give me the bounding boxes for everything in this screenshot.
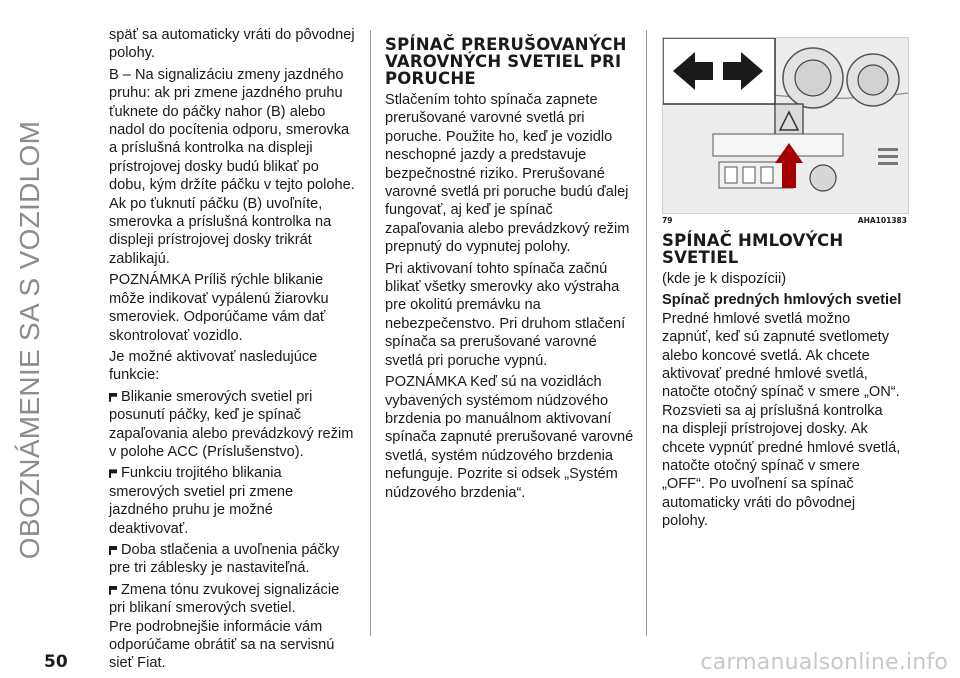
bullet-icon (109, 546, 117, 555)
bullet-icon (109, 393, 117, 402)
bullet-item: Blikanie smerových svetiel pri posunutí páčky, keď je spínač zapaľovania alebo prevádzkový režim v polohe ACC (Príslušenstvo). (109, 388, 354, 460)
figure-code: AHA101383 (857, 216, 907, 225)
bullet-icon (109, 469, 117, 478)
column-right (662, 232, 902, 534)
paragraph: Pre podrobnejšie informácie vám odporúčame obrátiť sa na servisnú sieť Fiat. (109, 618, 335, 672)
paragraph: (kde je k dispozícii) (662, 271, 787, 287)
subsection-heading: Spínač predných hmlových svetiel (662, 292, 902, 309)
section-heading: SPÍNAČ HMLOVÝCH SVETIEL (662, 231, 844, 267)
hazard-switch-figure (662, 37, 909, 214)
figure-number: 79 (662, 216, 673, 225)
dashboard-illustration (663, 38, 908, 213)
bullet-item: Zmena tónu zvukovej signalizácie pri blikaní smerových svetiel. (109, 581, 340, 617)
bullet-item: Doba stlačenia a uvoľnenia páčky pre tri záblesky je nastaviteľná. (109, 541, 340, 577)
note-paragraph: POZNÁMKA Keď sú na vozidlách vybavených systémom núdzového brzdenia po manuálnom aktivovaní spínača zapnuté prerušované varovné svetlá, systém núdzového brzdenia nefunguje. Pozrite si odsek „Systém núdzového brzdenia“. (385, 374, 634, 501)
column-divider (370, 30, 371, 636)
chapter-side-title: OBOZNÁMENIE SA S VOZIDLOM (14, 120, 45, 560)
column-middle (385, 36, 635, 505)
column-divider (646, 30, 647, 636)
bullet-item: Funkciu trojitého blikania smerových svetiel pri zmene jazdného pruhu je možné deaktivovať. (109, 465, 294, 537)
figure-caption (662, 216, 907, 225)
paragraph: Predné hmlové svetlá možno zapnúť, keď sú zapnuté svetlomety alebo koncové svetlá. Ak chcete aktivovať predné hmlové svetlá, natočte otočný spínač v smere „ON“. Rozsvieti sa aj príslušná kontrolka na displeji prístrojovej dosky. Ak chcete vypnúť predné hmlové svetlá, natočte otočný spínač v smere „OFF“. Po uvoľnení sa spínač automaticky vráti do pôvodnej polohy. (662, 310, 901, 530)
paragraph: B – Na signalizáciu zmeny jazdného pruhu: ak pri zmene jazdného pruhu ťuknete do páčky nahor (B) alebo nadol do pocítenia odporu, smerovka a príslušná kontrolka na displeji prístrojovej dosky budú blikať po dobu, kým držíte páčku v tejto polohe. Ak po ťuknutí páčku (B) uvoľníte, smerovka a príslušná kontrolka na displeji prístrojovej dosky trikrát zablikajú. (109, 66, 355, 267)
column-left (109, 26, 355, 676)
page-number: 50 (44, 652, 68, 672)
section-heading: SPÍNAČ PRERUŠOVANÝCH VAROVNÝCH SVETIEL PRI PORUCHE (385, 35, 627, 88)
watermark: carmanualsonline.info (700, 650, 948, 675)
note-paragraph: POZNÁMKA Príliš rýchle blikanie môže indikovať vypálenú žiarovku smeroviek. Odporúčame vám dať skontrolovať vozidlo. (109, 272, 329, 344)
paragraph: Je možné aktivovať nasledujúce funkcie: (109, 348, 318, 384)
paragraph: Stlačením tohto spínača zapnete prerušované varovné svetlá pri poruche. Použite ho, keď je vozidlo neschopné jazdy a predstavuje bezpečnostné riziko. Prerušované varovné svetlá pri poruche budú ďalej fungovať, aj keď je spínač zapaľovania alebo prevádzkový režim prepnutý do vypnutej polohy. (385, 92, 630, 256)
bullet-icon (109, 586, 117, 595)
paragraph: Pri aktivovaní tohto spínača začnú blikať všetky smerovky ako výstraha pre okolitú premávku na nebezpečenstvo. Pri druhom stlačení spínača sa prerušované varovné svetlá pri poruche vypnú. (385, 260, 626, 369)
paragraph: späť sa automaticky vráti do pôvodnej polohy. (109, 27, 355, 62)
